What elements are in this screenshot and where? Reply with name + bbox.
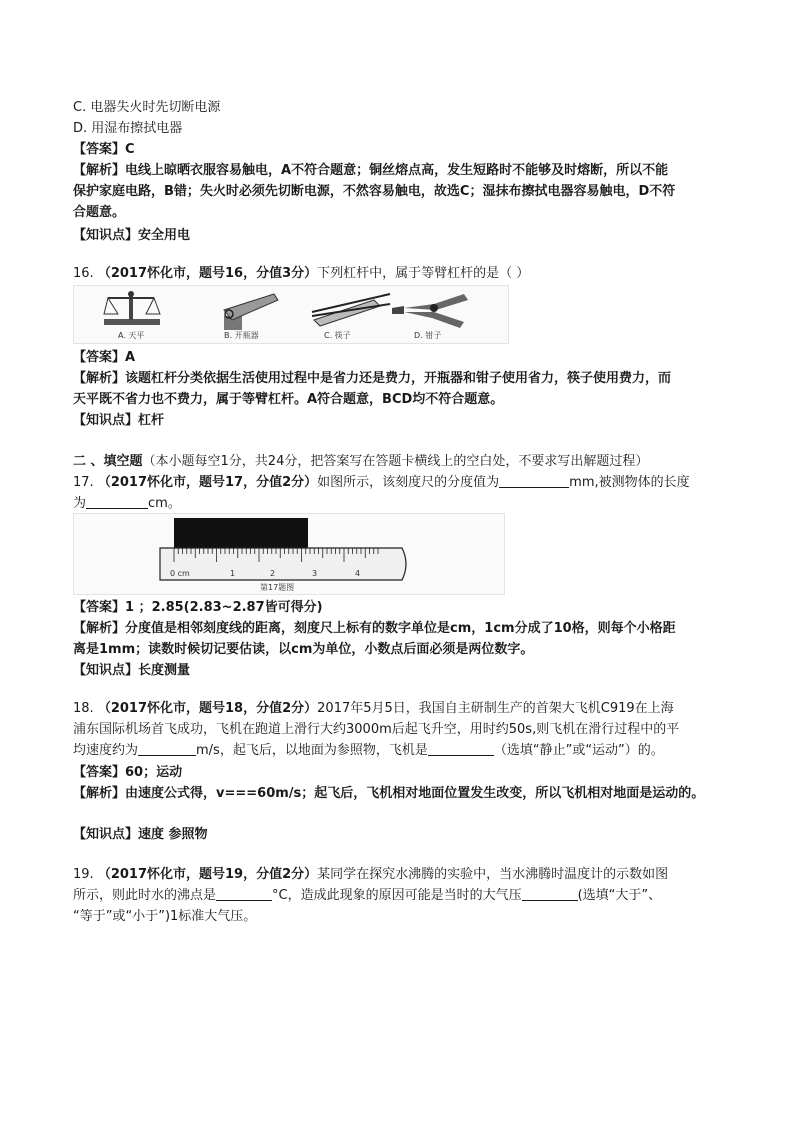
question-unit: cm。 [148, 496, 181, 511]
answer-value: 60；运动 [125, 765, 183, 780]
section-2-heading [73, 451, 648, 472]
ruler-label-3: 3 [312, 569, 318, 578]
fig-label-a: A. 天平 [118, 331, 145, 340]
answer-blank-1[interactable] [216, 887, 272, 901]
answer-value: 1 ；2.85(2.83~2.87皆可得分) [125, 600, 323, 615]
q18-line-1 [73, 698, 674, 719]
analysis-text: 由速度公式得，v===60m/s；起飞后，飞机相对地面位置发生改变，所以飞机相对地面是运动的。 [125, 786, 705, 801]
q17-knowledge [73, 660, 190, 681]
answer-blank-2[interactable] [86, 495, 148, 509]
ruler-label-0: 0 cm [170, 569, 190, 578]
q17-analysis-2: 离是1mm；读数时候切记要估读，以cm为单位，小数点后面必须是两位数字。 [73, 642, 534, 657]
q16-knowledge [73, 410, 164, 431]
ruler-label-1: 1 [230, 569, 236, 578]
answer-blank-1[interactable] [138, 742, 196, 756]
knowledge-value: 长度测量 [138, 663, 191, 678]
lever-illustrations [74, 286, 508, 343]
q16-answer [73, 347, 135, 368]
fig-label-b: B. 开瓶器 [224, 331, 259, 340]
question-text: 2017年5月5日，我国自主研制生产的首架大飞机C919在上海 [317, 701, 674, 716]
analysis-text: 分度值是相邻刻度线的距离，刻度尺上标有的数字单位是cm，1cm分成了10格，则每个小格距 [125, 621, 676, 636]
analysis-text: 该题杠杆分类依据生活使用过程中是省力还是费力，开瓶器和钳子使用省力，筷子使用费力，而 [125, 371, 672, 386]
knowledge-value: 速度 参照物 [138, 827, 208, 842]
q19-line-1 [73, 864, 668, 885]
q18-analysis [73, 783, 704, 804]
answer-tag: 【答案】 [73, 765, 126, 780]
answer-tag: 【答案】 [73, 350, 126, 365]
bottle-opener-illustration [224, 294, 278, 330]
ruler-label-2: 2 [270, 569, 276, 578]
knowledge-value: 杠杆 [138, 413, 165, 428]
knowledge-tag: 【知识点】 [73, 663, 139, 678]
question-text: 均速度约为 [73, 743, 139, 758]
question-unit: mm,被测物体的长度 [569, 475, 690, 490]
answer-value: C [125, 142, 135, 157]
q17-question-line-2 [73, 493, 181, 514]
q18-knowledge [73, 824, 208, 845]
q17-question-line-1 [73, 472, 690, 493]
question-text: （选填“静止”或“运动”）的。 [493, 743, 664, 758]
knowledge-tag: 【知识点】 [73, 827, 139, 842]
question-text: 下列杠杆中，属于等臂杠杆的是（ ） [317, 266, 530, 281]
question-source: （2017怀化市，题号19，分值2分） [97, 867, 318, 882]
figure-caption: 第17题图 [260, 583, 295, 592]
q15-option-d: D. 用湿布擦拭电器 [73, 121, 183, 136]
answer-blank-2[interactable] [522, 887, 578, 901]
measured-object [174, 518, 308, 548]
chopsticks-illustration [312, 294, 390, 326]
ruler-illustration [74, 514, 504, 594]
analysis-tag: 【解析】 [73, 163, 126, 178]
question-number: 16. [73, 266, 94, 281]
question-text: (选填“大于”、 [577, 888, 662, 903]
analysis-tag: 【解析】 [73, 786, 126, 801]
question-text: °C，造成此现象的原因可能是当时的大气压 [272, 888, 522, 903]
section-title: 二 、填空题 [73, 454, 143, 469]
q16-question [73, 263, 529, 284]
question-text: 如图所示，该刻度尺的分度值为 [317, 475, 500, 490]
q15-answer [73, 139, 135, 160]
fig-label-c: C. 筷子 [324, 331, 351, 340]
answer-tag: 【答案】 [73, 600, 126, 615]
question-number: 18. [73, 701, 94, 716]
q18-answer [73, 762, 182, 783]
question-text: 为 [73, 496, 87, 511]
q15-option-c: C. 电器失火时先切断电源 [73, 100, 221, 115]
analysis-tag: 【解析】 [73, 621, 126, 636]
knowledge-tag: 【知识点】 [73, 413, 139, 428]
question-text: 某同学在探究水沸腾的实验中，当水沸腾时温度计的示数如图 [317, 867, 669, 882]
q18-line-3 [73, 740, 664, 761]
q17-answer [73, 597, 323, 618]
answer-tag: 【答案】 [73, 142, 126, 157]
q17-ruler-figure [73, 513, 505, 595]
balance-illustration [104, 291, 160, 325]
question-number: 19. [73, 867, 94, 882]
fig-label-d: D. 钳子 [414, 331, 442, 340]
q19-line-2 [73, 885, 661, 906]
section-note: （本小题每空1分，共24分，把答案写在答题卡横线上的空白处，不要求写出解题过程） [142, 454, 649, 469]
answer-blank-2[interactable] [428, 742, 494, 756]
knowledge-value: 安全用电 [138, 228, 191, 243]
analysis-text: 电线上晾晒衣服容易触电，A不符合题意；铜丝熔点高，发生短路时不能够及时熔断，所以不能 [125, 163, 669, 178]
question-text: 所示，则此时水的沸点是 [73, 888, 217, 903]
answer-blank-1[interactable] [499, 474, 569, 488]
q15-analysis-1 [73, 160, 668, 181]
pliers-illustration [392, 294, 468, 328]
question-source: （2017怀化市，题号16，分值3分） [97, 266, 318, 281]
question-source: （2017怀化市，题号18，分值2分） [97, 701, 318, 716]
q17-analysis-1 [73, 618, 676, 639]
q16-lever-figure [73, 285, 509, 344]
q15-analysis-3: 合题意。 [73, 205, 126, 220]
q16-analysis-1 [73, 368, 671, 389]
question-number: 17. [73, 475, 94, 490]
q16-analysis-2: 天平既不省力也不费力，属于等臂杠杆。A符合题意，BCD均不符合题意。 [73, 392, 504, 407]
question-text: m/s，起飞后，以地面为参照物，飞机是 [196, 743, 428, 758]
q18-line-2: 浦东国际机场首飞成功，飞机在跑道上滑行大约3000m后起飞升空，用时约50s,则飞机在滑行过程中的平 [73, 722, 680, 737]
answer-value: A [125, 350, 136, 365]
q15-knowledge [73, 225, 190, 246]
q15-analysis-2: 保护家庭电路，B错；失火时必须先切断电源，不然容易触电，故选C；湿抹布擦拭电器容易触电，D不符 [73, 184, 676, 199]
knowledge-tag: 【知识点】 [73, 228, 139, 243]
ruler-label-4: 4 [355, 569, 361, 578]
question-source: （2017怀化市，题号17，分值2分） [97, 475, 318, 490]
q19-line-3: “等于”或“小于”)1标准大气压。 [73, 909, 257, 924]
analysis-tag: 【解析】 [73, 371, 126, 386]
